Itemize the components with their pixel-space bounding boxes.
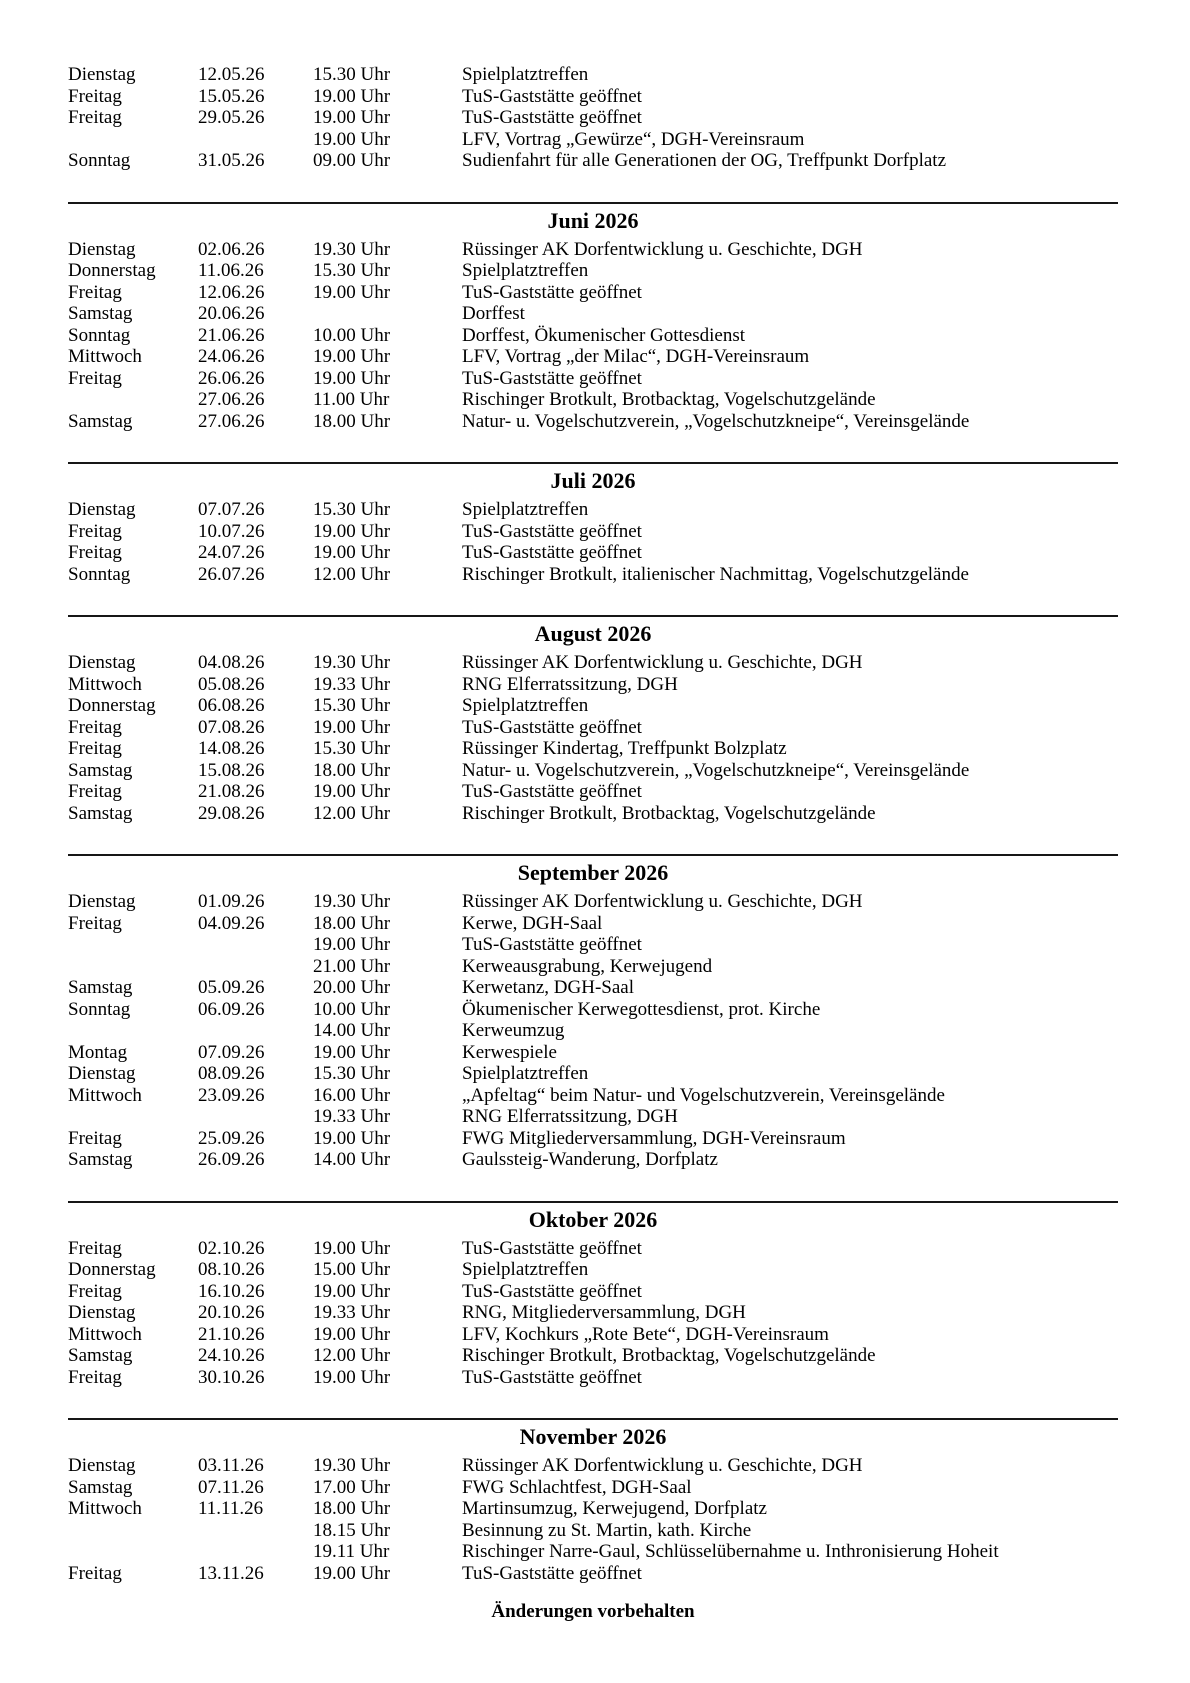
- event-row: [68, 1498, 1118, 1520]
- event-day: Freitag: [68, 281, 122, 303]
- event-row: [68, 521, 1118, 543]
- event-description: Dorffest, Ökumenischer Gottesdienst: [462, 324, 746, 346]
- event-day: Dienstag: [68, 652, 136, 673]
- event-description: Kerwe, DGH-Saal: [462, 912, 603, 934]
- event-day: Donnerstag: [68, 1259, 156, 1280]
- event-row: [68, 107, 1118, 129]
- event-day: Freitag: [68, 85, 122, 107]
- event-row: [68, 695, 1118, 717]
- month-title: November 2026: [519, 1424, 667, 1449]
- event-time: 19.00 Uhr: [313, 1237, 391, 1259]
- event-date: [198, 1020, 313, 1042]
- event-row: [68, 674, 1118, 696]
- event-day: Samstag: [68, 977, 133, 998]
- event-date: [198, 1541, 313, 1563]
- event-description: TuS-Gaststätte geöffnet: [462, 1237, 642, 1259]
- event-time: 18.00 Uhr: [313, 912, 391, 934]
- month-section: [68, 462, 1118, 585]
- event-row: [68, 1020, 1118, 1042]
- event-time: 19.00 Uhr: [313, 128, 391, 150]
- event-day: Samstag: [68, 802, 133, 824]
- event-time: 19.00 Uhr: [313, 346, 391, 367]
- event-description: TuS-Gaststätte geöffnet: [462, 1280, 642, 1302]
- event-description: LFV, Vortrag „der Milac“, DGH-Vereinsraum: [462, 346, 810, 367]
- event-description: Martinsumzug, Kerwejugend, Dorfplatz: [462, 1498, 767, 1519]
- event-time: 21.00 Uhr: [313, 955, 391, 977]
- event-description: Dorffest: [462, 303, 525, 324]
- event-description: TuS-Gaststätte geöffnet: [462, 520, 642, 542]
- event-description: Spielplatztreffen: [462, 260, 589, 281]
- event-description: Natur- u. Vogelschutzverein, „Vogelschutzkneipe“, Vereinsgelände: [462, 759, 970, 781]
- event-day: Freitag: [68, 912, 122, 934]
- event-row: [68, 891, 1118, 913]
- event-date: 29.05.26: [198, 107, 265, 128]
- event-time: 19.00 Uhr: [313, 542, 391, 563]
- event-description: TuS-Gaststätte geöffnet: [462, 1562, 642, 1584]
- event-time: 19.00 Uhr: [313, 1562, 391, 1584]
- event-time: 18.00 Uhr: [313, 759, 391, 781]
- event-date: 27.06.26: [198, 410, 265, 432]
- event-day: [68, 956, 198, 978]
- event-time: 10.00 Uhr: [313, 324, 391, 346]
- event-row: [68, 64, 1118, 86]
- event-description: Spielplatztreffen: [462, 64, 589, 85]
- event-time: 19.00 Uhr: [313, 1041, 391, 1063]
- event-row: [68, 956, 1118, 978]
- event-date: 06.08.26: [198, 695, 265, 716]
- event-description: TuS-Gaststätte geöffnet: [462, 542, 642, 563]
- event-row: [68, 346, 1118, 368]
- event-date: 12.05.26: [198, 64, 265, 85]
- event-date: 11.11.26: [198, 1498, 264, 1519]
- event-row: [68, 1367, 1118, 1389]
- event-description: Rischinger Brotkult, italienischer Nachmittag, Vogelschutzgelände: [462, 563, 969, 585]
- event-day: Freitag: [68, 781, 122, 802]
- event-row: [68, 542, 1118, 564]
- event-day: Dienstag: [68, 891, 136, 912]
- event-time: 19.33 Uhr: [313, 673, 391, 695]
- event-time: 12.00 Uhr: [313, 563, 391, 585]
- event-time: 10.00 Uhr: [313, 998, 391, 1020]
- event-day: Mittwoch: [68, 1323, 142, 1345]
- event-time: [313, 303, 462, 325]
- event-time: 19.00 Uhr: [313, 85, 391, 107]
- event-row: [68, 564, 1118, 586]
- event-row: [68, 717, 1118, 739]
- event-row: [68, 129, 1118, 151]
- event-row: [68, 411, 1118, 433]
- event-time: 19.00 Uhr: [313, 1127, 391, 1149]
- event-time: 15.30 Uhr: [313, 1063, 391, 1084]
- event-row: [68, 999, 1118, 1021]
- event-time: 15.30 Uhr: [313, 738, 391, 759]
- event-date: 07.08.26: [198, 716, 265, 738]
- event-day: Freitag: [68, 1127, 122, 1149]
- event-day: Freitag: [68, 1366, 122, 1388]
- event-description: TuS-Gaststätte geöffnet: [462, 107, 642, 128]
- event-date: 21.06.26: [198, 324, 265, 346]
- event-time: 19.00 Uhr: [313, 716, 391, 738]
- section-divider: [68, 854, 1118, 856]
- event-day: Mittwoch: [68, 1498, 142, 1519]
- event-time: 19.00 Uhr: [313, 520, 391, 542]
- event-time: 19.00 Uhr: [313, 1366, 391, 1388]
- month-section: [68, 1418, 1118, 1584]
- month-section: [68, 615, 1118, 824]
- event-time: 19.00 Uhr: [313, 934, 391, 955]
- event-row: [68, 1563, 1118, 1585]
- event-date: 07.11.26: [198, 1476, 264, 1498]
- event-day: Samstag: [68, 410, 133, 432]
- event-date: 29.08.26: [198, 802, 265, 824]
- event-description: Rüssinger AK Dorfentwicklung u. Geschichte, DGH: [462, 1455, 863, 1476]
- event-date: [198, 129, 313, 151]
- event-description: RNG, Mitgliederversammlung, DGH: [462, 1302, 746, 1323]
- event-day: Samstag: [68, 303, 133, 324]
- event-date: 21.08.26: [198, 781, 265, 802]
- event-time: 19.00 Uhr: [313, 367, 391, 389]
- event-row: [68, 913, 1118, 935]
- event-date: 31.05.26: [198, 150, 265, 171]
- event-row: [68, 282, 1118, 304]
- month-title: Juni 2026: [547, 207, 639, 233]
- event-time: 20.00 Uhr: [313, 977, 391, 998]
- event-row: [68, 1477, 1118, 1499]
- event-date: 04.08.26: [198, 652, 265, 673]
- event-date: 20.06.26: [198, 303, 265, 324]
- event-time: 09.00 Uhr: [313, 150, 391, 171]
- event-day: [68, 1520, 198, 1542]
- event-day: Sonntag: [68, 150, 131, 171]
- event-day: [68, 1541, 198, 1563]
- event-day: Freitag: [68, 738, 122, 759]
- event-row: [68, 239, 1118, 261]
- event-time: 14.00 Uhr: [313, 1149, 391, 1170]
- event-day: Dienstag: [68, 1302, 136, 1323]
- event-date: 26.07.26: [198, 563, 265, 585]
- event-date: 05.08.26: [198, 673, 265, 695]
- event-date: 07.07.26: [198, 499, 265, 520]
- event-row: [68, 803, 1118, 825]
- event-row: [68, 1302, 1118, 1324]
- event-row: [68, 86, 1118, 108]
- event-date: 05.09.26: [198, 977, 265, 998]
- event-date: 26.09.26: [198, 1149, 265, 1170]
- event-description: FWG Schlachtfest, DGH-Saal: [462, 1476, 692, 1498]
- event-row: [68, 1259, 1118, 1281]
- event-description: TuS-Gaststätte geöffnet: [462, 1366, 642, 1388]
- event-day: Mittwoch: [68, 673, 142, 695]
- event-day: Donnerstag: [68, 260, 156, 281]
- event-day: Sonntag: [68, 563, 131, 585]
- event-description: Kerweausgrabung, Kerwejugend: [462, 955, 713, 977]
- event-date: 10.07.26: [198, 520, 265, 542]
- section-divider: [68, 615, 1118, 617]
- section-divider: [68, 1418, 1118, 1420]
- section-divider: [68, 202, 1118, 204]
- event-row: [68, 1042, 1118, 1064]
- event-date: [198, 934, 313, 956]
- event-time: 19.00 Uhr: [313, 107, 391, 128]
- event-time: 15.30 Uhr: [313, 695, 391, 716]
- event-row: [68, 760, 1118, 782]
- event-description: TuS-Gaststätte geöffnet: [462, 85, 642, 107]
- event-row: [68, 389, 1118, 411]
- event-date: 27.06.26: [198, 389, 265, 410]
- event-time: 12.00 Uhr: [313, 802, 391, 824]
- event-row: [68, 368, 1118, 390]
- event-date: 21.10.26: [198, 1323, 265, 1345]
- event-date: 25.09.26: [198, 1127, 265, 1149]
- event-rows: [68, 239, 1118, 433]
- event-row: [68, 1345, 1118, 1367]
- event-description: Rischinger Brotkult, Brotbacktag, Vogelschutzgelände: [462, 802, 876, 824]
- event-description: Rüssinger AK Dorfentwicklung u. Geschichte, DGH: [462, 891, 863, 912]
- event-date: 24.07.26: [198, 542, 265, 563]
- section-divider: [68, 1201, 1118, 1203]
- event-date: [198, 1520, 313, 1542]
- calendar-content: [68, 64, 1118, 1584]
- event-date: 24.10.26: [198, 1345, 265, 1366]
- event-date: 20.10.26: [198, 1302, 265, 1323]
- event-description: Spielplatztreffen: [462, 1259, 589, 1280]
- event-row: [68, 1128, 1118, 1150]
- event-description: Sudienfahrt für alle Generationen der OG, Treffpunkt Dorfplatz: [462, 150, 947, 171]
- event-row: [68, 781, 1118, 803]
- event-description: Spielplatztreffen: [462, 1063, 589, 1084]
- event-description: Gaulssteig-Wanderung, Dorfplatz: [462, 1149, 718, 1170]
- event-time: 14.00 Uhr: [313, 1020, 391, 1041]
- event-day: Dienstag: [68, 238, 136, 260]
- event-description: Besinnung zu St. Martin, kath. Kirche: [462, 1519, 752, 1541]
- event-day: Sonntag: [68, 998, 131, 1020]
- event-description: Spielplatztreffen: [462, 499, 589, 520]
- event-day: [68, 389, 198, 411]
- event-description: Kerwespiele: [462, 1041, 557, 1063]
- event-description: Rüssinger Kindertag, Treffpunkt Bolzplatz: [462, 738, 787, 759]
- event-time: 19.33 Uhr: [313, 1106, 391, 1127]
- event-day: Mittwoch: [68, 346, 142, 367]
- event-description: TuS-Gaststätte geöffnet: [462, 934, 642, 955]
- month-title: Juli 2026: [550, 468, 636, 493]
- event-day: Dienstag: [68, 499, 136, 520]
- event-time: 19.30 Uhr: [313, 238, 391, 260]
- event-time: 19.33 Uhr: [313, 1302, 391, 1323]
- event-date: 06.09.26: [198, 998, 265, 1020]
- event-row: [68, 325, 1118, 347]
- event-description: Natur- u. Vogelschutzverein, „Vogelschutzkneipe“, Vereinsgelände: [462, 410, 970, 432]
- event-day: Samstag: [68, 1149, 133, 1170]
- event-date: [198, 1106, 313, 1128]
- section-divider: [68, 462, 1118, 464]
- event-time: 17.00 Uhr: [313, 1476, 391, 1498]
- event-time: 15.00 Uhr: [313, 1259, 391, 1280]
- event-day: Donnerstag: [68, 695, 156, 716]
- event-rows: [68, 652, 1118, 824]
- event-row: [68, 260, 1118, 282]
- event-day: Freitag: [68, 1237, 122, 1259]
- event-row: [68, 738, 1118, 760]
- event-row: [68, 303, 1118, 325]
- event-time: 18.00 Uhr: [313, 410, 391, 432]
- event-day: Freitag: [68, 542, 122, 563]
- event-date: 12.06.26: [198, 281, 265, 303]
- month-section: [68, 202, 1118, 433]
- event-day: [68, 934, 198, 956]
- event-description: TuS-Gaststätte geöffnet: [462, 716, 642, 738]
- event-description: Rischinger Narre-Gaul, Schlüsselübernahme u. Inthronisierung Hoheit: [462, 1541, 999, 1562]
- event-date: 07.09.26: [198, 1041, 265, 1063]
- event-day: [68, 1020, 198, 1042]
- event-row: [68, 1106, 1118, 1128]
- event-description: Ökumenischer Kerwegottesdienst, prot. Kirche: [462, 998, 821, 1020]
- event-time: 19.30 Uhr: [313, 1455, 391, 1476]
- event-day: Freitag: [68, 107, 122, 128]
- event-time: 19.00 Uhr: [313, 1280, 391, 1302]
- event-description: Rischinger Brotkult, Brotbacktag, Vogelschutzgelände: [462, 1345, 876, 1366]
- event-date: 15.08.26: [198, 759, 265, 781]
- event-day: Montag: [68, 1041, 128, 1063]
- event-description: TuS-Gaststätte geöffnet: [462, 367, 642, 389]
- event-time: 18.00 Uhr: [313, 1498, 391, 1519]
- event-time: 16.00 Uhr: [313, 1084, 391, 1106]
- event-row: [68, 1085, 1118, 1107]
- event-day: Freitag: [68, 367, 122, 389]
- month-title: Oktober 2026: [528, 1206, 658, 1232]
- month-title: August 2026: [534, 621, 652, 646]
- event-description: FWG Mitgliederversammlung, DGH-Vereinsraum: [462, 1127, 846, 1149]
- month-section: [68, 1201, 1118, 1389]
- event-time: 15.30 Uhr: [313, 499, 391, 520]
- month-section: [68, 64, 1118, 172]
- event-description: Kerweumzug: [462, 1020, 565, 1041]
- event-date: 08.09.26: [198, 1063, 265, 1084]
- event-row: [68, 1324, 1118, 1346]
- event-row: [68, 652, 1118, 674]
- event-description: RNG Elferratssitzung, DGH: [462, 1106, 678, 1127]
- event-time: 19.00 Uhr: [313, 281, 391, 303]
- event-rows: [68, 499, 1118, 585]
- event-day: Samstag: [68, 1476, 133, 1498]
- event-description: LFV, Vortrag „Gewürze“, DGH-Vereinsraum: [462, 128, 805, 150]
- event-day: Freitag: [68, 716, 122, 738]
- event-time: 18.15 Uhr: [313, 1519, 391, 1541]
- event-date: 13.11.26: [198, 1562, 264, 1584]
- event-date: 11.06.26: [198, 260, 264, 281]
- event-row: [68, 1063, 1118, 1085]
- event-rows: [68, 1455, 1118, 1584]
- event-rows: [68, 891, 1118, 1171]
- event-date: 15.05.26: [198, 85, 265, 107]
- event-rows: [68, 1238, 1118, 1389]
- event-time: 15.30 Uhr: [313, 64, 391, 85]
- event-row: [68, 1520, 1118, 1542]
- event-day: Dienstag: [68, 1455, 136, 1476]
- event-day: [68, 129, 198, 151]
- event-day: Freitag: [68, 1280, 122, 1302]
- event-row: [68, 977, 1118, 999]
- event-day: Sonntag: [68, 324, 131, 346]
- event-date: [198, 956, 313, 978]
- event-description: „Apfeltag“ beim Natur- und Vogelschutzverein, Vereinsgelände: [462, 1084, 945, 1106]
- event-day: Samstag: [68, 759, 133, 781]
- event-time: 19.30 Uhr: [313, 891, 391, 912]
- event-time: 19.00 Uhr: [313, 781, 391, 802]
- event-time: 19.30 Uhr: [313, 652, 391, 673]
- event-time: 15.30 Uhr: [313, 260, 391, 281]
- event-date: 23.09.26: [198, 1084, 265, 1106]
- event-description: Spielplatztreffen: [462, 695, 589, 716]
- footer-note: Änderungen vorbehalten: [491, 1601, 695, 1622]
- event-time: 19.00 Uhr: [313, 1323, 391, 1345]
- event-row: [68, 1238, 1118, 1260]
- event-description: Kerwetanz, DGH-Saal: [462, 977, 634, 998]
- event-day: Freitag: [68, 1562, 122, 1584]
- event-row: [68, 1541, 1118, 1563]
- event-time: 12.00 Uhr: [313, 1345, 391, 1366]
- event-date: 26.06.26: [198, 367, 265, 389]
- event-time: 19.11 Uhr: [313, 1541, 390, 1562]
- event-day: Samstag: [68, 1345, 133, 1366]
- event-row: [68, 499, 1118, 521]
- event-date: 01.09.26: [198, 891, 265, 912]
- event-date: 14.08.26: [198, 738, 265, 759]
- event-row: [68, 1149, 1118, 1171]
- event-date: 16.10.26: [198, 1280, 265, 1302]
- event-date: 03.11.26: [198, 1455, 264, 1476]
- month-title: September 2026: [517, 860, 669, 885]
- event-rows: [68, 64, 1118, 172]
- event-day: Mittwoch: [68, 1084, 142, 1106]
- event-date: 02.06.26: [198, 238, 265, 260]
- event-description: TuS-Gaststätte geöffnet: [462, 281, 642, 303]
- month-section: [68, 854, 1118, 1171]
- event-day: Dienstag: [68, 1063, 136, 1084]
- event-description: LFV, Kochkurs „Rote Bete“, DGH-Vereinsraum: [462, 1323, 829, 1345]
- event-date: 30.10.26: [198, 1366, 265, 1388]
- event-row: [68, 1281, 1118, 1303]
- event-description: RNG Elferratssitzung, DGH: [462, 673, 678, 695]
- event-description: Rüssinger AK Dorfentwicklung u. Geschichte, DGH: [462, 238, 863, 260]
- event-row: [68, 1455, 1118, 1477]
- event-row: [68, 934, 1118, 956]
- event-day: Dienstag: [68, 64, 136, 85]
- event-description: Rüssinger AK Dorfentwicklung u. Geschichte, DGH: [462, 652, 863, 673]
- event-day: [68, 1106, 198, 1128]
- event-row: [68, 150, 1118, 172]
- event-day: Freitag: [68, 520, 122, 542]
- event-description: TuS-Gaststätte geöffnet: [462, 781, 642, 802]
- event-date: 08.10.26: [198, 1259, 265, 1280]
- event-date: 04.09.26: [198, 912, 265, 934]
- event-date: 24.06.26: [198, 346, 265, 367]
- event-date: 02.10.26: [198, 1237, 265, 1259]
- event-time: 11.00 Uhr: [313, 389, 390, 410]
- event-description: Rischinger Brotkult, Brotbacktag, Vogelschutzgelände: [462, 389, 876, 410]
